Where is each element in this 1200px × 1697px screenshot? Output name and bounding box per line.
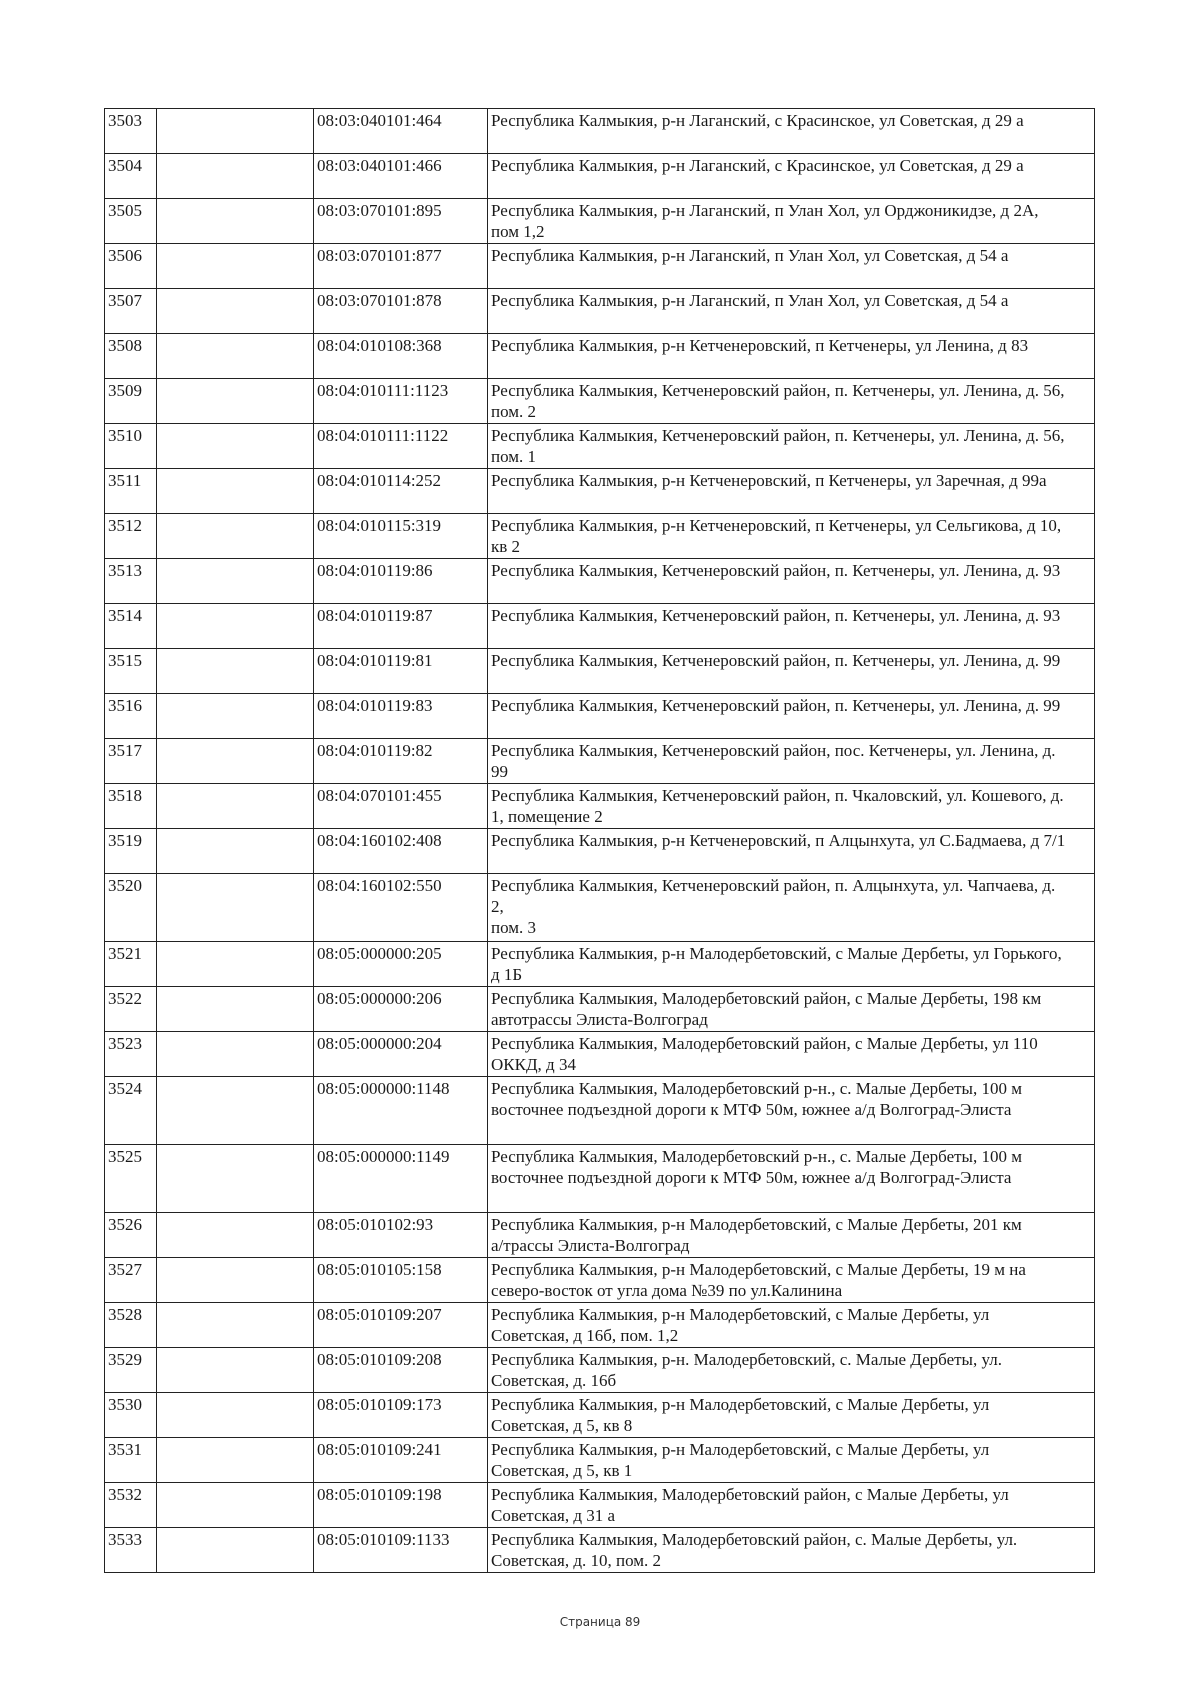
blank-cell (157, 604, 314, 649)
address-cell: Республика Калмыкия, р-н Лаганский, п Улан Хол, ул Орджоникидзе, д 2А, пом 1,2 (488, 199, 1095, 244)
address-cell: Республика Калмыкия, р-н Малодербетовский, с Малые Дербеты, ул Горького, д 1Б (488, 942, 1095, 987)
address-cell: Республика Калмыкия, Малодербетовский р-н., с. Малые Дербеты, 100 м восточнее подъездной дороги к МТФ 50м, южнее а/д Волгоград-Элиста (488, 1077, 1095, 1145)
cadastral-number-cell: 08:04:010119:82 (314, 739, 488, 784)
row-number-cell: 3533 (105, 1528, 157, 1573)
table-row (105, 1303, 1095, 1348)
row-number-cell: 3508 (105, 334, 157, 379)
blank-cell (157, 379, 314, 424)
table-row (105, 874, 1095, 942)
row-number-cell: 3506 (105, 244, 157, 289)
row-number-cell: 3505 (105, 199, 157, 244)
row-number-cell: 3519 (105, 829, 157, 874)
blank-cell (157, 154, 314, 199)
table-row (105, 154, 1095, 199)
row-number-cell: 3507 (105, 289, 157, 334)
blank-cell (157, 1303, 314, 1348)
cadastral-number-cell: 08:05:010109:1133 (314, 1528, 488, 1573)
table-row (105, 109, 1095, 154)
blank-cell (157, 469, 314, 514)
row-number-cell: 3512 (105, 514, 157, 559)
table-row (105, 1483, 1095, 1528)
cadastral-number-cell: 08:04:160102:550 (314, 874, 488, 942)
cadastral-number-cell: 08:05:010102:93 (314, 1213, 488, 1258)
blank-cell (157, 649, 314, 694)
cadastral-number-cell: 08:04:010119:87 (314, 604, 488, 649)
cadastral-number-cell: 08:03:070101:895 (314, 199, 488, 244)
table-row (105, 1438, 1095, 1483)
cadastral-number-cell: 08:03:070101:877 (314, 244, 488, 289)
row-number-cell: 3504 (105, 154, 157, 199)
row-number-cell: 3528 (105, 1303, 157, 1348)
table-row (105, 604, 1095, 649)
blank-cell (157, 424, 314, 469)
cadastral-number-cell: 08:04:010114:252 (314, 469, 488, 514)
table-row (105, 649, 1095, 694)
cadastral-number-cell: 08:04:010119:86 (314, 559, 488, 604)
cadastral-number-cell: 08:04:010111:1122 (314, 424, 488, 469)
row-number-cell: 3531 (105, 1438, 157, 1483)
blank-cell (157, 1393, 314, 1438)
blank-cell (157, 244, 314, 289)
table-body (105, 109, 1095, 1573)
cadastral-number-cell: 08:05:000000:1149 (314, 1145, 488, 1213)
row-number-cell: 3527 (105, 1258, 157, 1303)
address-cell: Республика Калмыкия, Малодербетовский район, с Малые Дербеты, ул 110 ОККД, д 34 (488, 1032, 1095, 1077)
table-row (105, 289, 1095, 334)
blank-cell (157, 109, 314, 154)
blank-cell (157, 1145, 314, 1213)
table-row (105, 1258, 1095, 1303)
blank-cell (157, 829, 314, 874)
blank-cell (157, 514, 314, 559)
blank-cell (157, 784, 314, 829)
table-row (105, 694, 1095, 739)
row-number-cell: 3503 (105, 109, 157, 154)
cadastral-number-cell: 08:04:010111:1123 (314, 379, 488, 424)
table-row (105, 942, 1095, 987)
table-row (105, 469, 1095, 514)
table-row (105, 987, 1095, 1032)
table-row (105, 199, 1095, 244)
cadastral-number-cell: 08:05:010109:207 (314, 1303, 488, 1348)
cadastral-number-cell: 08:05:010109:173 (314, 1393, 488, 1438)
address-cell: Республика Калмыкия, р-н Кетченеровский, п Алцынхута, ул С.Бадмаева, д 7/1 (488, 829, 1095, 874)
row-number-cell: 3532 (105, 1483, 157, 1528)
address-cell: Республика Калмыкия, р-н. Малодербетовский, с. Малые Дербеты, ул. Советская, д. 16б (488, 1348, 1095, 1393)
address-cell: Республика Калмыкия, р-н Лаганский, с Красинское, ул Советская, д 29 а (488, 109, 1095, 154)
address-cell: Республика Калмыкия, Кетченеровский район, п. Кетченеры, ул. Ленина, д. 56, пом. 2 (488, 379, 1095, 424)
address-cell: Республика Калмыкия, р-н Кетченеровский, п Кетченеры, ул Сельгикова, д 10, кв 2 (488, 514, 1095, 559)
address-cell: Республика Калмыкия, Кетченеровский район, п. Кетченеры, ул. Ленина, д. 93 (488, 604, 1095, 649)
blank-cell (157, 1348, 314, 1393)
address-cell: Республика Калмыкия, Малодербетовский район, с Малые Дербеты, ул Советская, д 31 а (488, 1483, 1095, 1528)
row-number-cell: 3514 (105, 604, 157, 649)
address-cell: Республика Калмыкия, Кетченеровский район, п. Алцынхута, ул. Чапчаева, д. 2, пом. 3 (488, 874, 1095, 942)
address-cell: Республика Калмыкия, Кетченеровский район, пос. Кетченеры, ул. Ленина, д. 99 (488, 739, 1095, 784)
row-number-cell: 3516 (105, 694, 157, 739)
blank-cell (157, 1077, 314, 1145)
row-number-cell: 3526 (105, 1213, 157, 1258)
blank-cell (157, 1528, 314, 1573)
address-cell: Республика Калмыкия, Малодербетовский р-н., с. Малые Дербеты, 100 м восточнее подъездной дороги к МТФ 50м, южнее а/д Волгоград-Элиста (488, 1145, 1095, 1213)
blank-cell (157, 199, 314, 244)
table-row (105, 784, 1095, 829)
cadastral-number-cell: 08:05:010109:208 (314, 1348, 488, 1393)
row-number-cell: 3522 (105, 987, 157, 1032)
blank-cell (157, 942, 314, 987)
blank-cell (157, 874, 314, 942)
blank-cell (157, 987, 314, 1032)
address-cell: Республика Калмыкия, Малодербетовский район, с Малые Дербеты, 198 км автотрассы Элиста-Волгоград (488, 987, 1095, 1032)
cadastral-number-cell: 08:03:040101:464 (314, 109, 488, 154)
table-row (105, 739, 1095, 784)
table-row (105, 334, 1095, 379)
address-cell: Республика Калмыкия, р-н Кетченеровский, п Кетченеры, ул Ленина, д 83 (488, 334, 1095, 379)
row-number-cell: 3520 (105, 874, 157, 942)
address-cell: Республика Калмыкия, Кетченеровский район, п. Чкаловский, ул. Кошевого, д. 1, помещение 2 (488, 784, 1095, 829)
table-row (105, 829, 1095, 874)
address-cell: Республика Калмыкия, Кетченеровский район, п. Кетченеры, ул. Ленина, д. 93 (488, 559, 1095, 604)
table-row (105, 514, 1095, 559)
address-cell: Республика Калмыкия, р-н Кетченеровский, п Кетченеры, ул Заречная, д 99а (488, 469, 1095, 514)
cadastral-number-cell: 08:05:000000:204 (314, 1032, 488, 1077)
address-cell: Республика Калмыкия, Кетченеровский район, п. Кетченеры, ул. Ленина, д. 99 (488, 649, 1095, 694)
cadastral-number-cell: 08:04:010115:319 (314, 514, 488, 559)
address-cell: Республика Калмыкия, р-н Малодербетовский, с Малые Дербеты, ул Советская, д 5, кв 1 (488, 1438, 1095, 1483)
cadastral-number-cell: 08:03:040101:466 (314, 154, 488, 199)
address-cell: Республика Калмыкия, Малодербетовский район, с. Малые Дербеты, ул. Советская, д. 10, пом. 2 (488, 1528, 1095, 1573)
address-cell: Республика Калмыкия, Кетченеровский район, п. Кетченеры, ул. Ленина, д. 99 (488, 694, 1095, 739)
cadastral-number-cell: 08:04:070101:455 (314, 784, 488, 829)
row-number-cell: 3513 (105, 559, 157, 604)
table-row (105, 1528, 1095, 1573)
address-cell: Республика Калмыкия, р-н Малодербетовский, с Малые Дербеты, ул Советская, д 5, кв 8 (488, 1393, 1095, 1438)
blank-cell (157, 1483, 314, 1528)
cadastral-number-cell: 08:05:000000:1148 (314, 1077, 488, 1145)
address-cell: Республика Калмыкия, Кетченеровский район, п. Кетченеры, ул. Ленина, д. 56, пом. 1 (488, 424, 1095, 469)
table-row (105, 1077, 1095, 1145)
blank-cell (157, 334, 314, 379)
blank-cell (157, 1438, 314, 1483)
address-cell: Республика Калмыкия, р-н Малодербетовский, с Малые Дербеты, 201 км а/трассы Элиста-Волгоград (488, 1213, 1095, 1258)
cadastral-number-cell: 08:04:010119:83 (314, 694, 488, 739)
row-number-cell: 3523 (105, 1032, 157, 1077)
row-number-cell: 3515 (105, 649, 157, 694)
blank-cell (157, 289, 314, 334)
table-row (105, 1032, 1095, 1077)
row-number-cell: 3509 (105, 379, 157, 424)
cadastral-number-cell: 08:05:000000:206 (314, 987, 488, 1032)
page-number: Страница 89 (559, 1615, 641, 1629)
blank-cell (157, 1213, 314, 1258)
cadastral-number-cell: 08:03:070101:878 (314, 289, 488, 334)
table-row (105, 244, 1095, 289)
address-cell: Республика Калмыкия, р-н Малодербетовский, с Малые Дербеты, ул Советская, д 16б, пом. 1,2 (488, 1303, 1095, 1348)
row-number-cell: 3524 (105, 1077, 157, 1145)
address-cell: Республика Калмыкия, р-н Лаганский, с Красинское, ул Советская, д 29 а (488, 154, 1095, 199)
cadastral-number-cell: 08:05:010109:241 (314, 1438, 488, 1483)
row-number-cell: 3517 (105, 739, 157, 784)
cadastral-number-cell: 08:04:010108:368 (314, 334, 488, 379)
table-row (105, 424, 1095, 469)
row-number-cell: 3525 (105, 1145, 157, 1213)
row-number-cell: 3521 (105, 942, 157, 987)
table-row (105, 1393, 1095, 1438)
table-row (105, 1145, 1095, 1213)
blank-cell (157, 1258, 314, 1303)
blank-cell (157, 1032, 314, 1077)
blank-cell (157, 559, 314, 604)
property-registry-table (104, 108, 1095, 1573)
row-number-cell: 3530 (105, 1393, 157, 1438)
table-row (105, 559, 1095, 604)
cadastral-number-cell: 08:04:160102:408 (314, 829, 488, 874)
address-cell: Республика Калмыкия, р-н Лаганский, п Улан Хол, ул Советская, д 54 а (488, 289, 1095, 334)
table-row (105, 1348, 1095, 1393)
row-number-cell: 3511 (105, 469, 157, 514)
address-cell: Республика Калмыкия, р-н Малодербетовский, с Малые Дербеты, 19 м на северо-восток от угла дома №39 по ул.Калинина (488, 1258, 1095, 1303)
row-number-cell: 3510 (105, 424, 157, 469)
row-number-cell: 3529 (105, 1348, 157, 1393)
blank-cell (157, 694, 314, 739)
blank-cell (157, 739, 314, 784)
table-row (105, 1213, 1095, 1258)
cadastral-number-cell: 08:05:010105:158 (314, 1258, 488, 1303)
cadastral-number-cell: 08:05:000000:205 (314, 942, 488, 987)
row-number-cell: 3518 (105, 784, 157, 829)
table-row (105, 379, 1095, 424)
address-cell: Республика Калмыкия, р-н Лаганский, п Улан Хол, ул Советская, д 54 а (488, 244, 1095, 289)
cadastral-number-cell: 08:04:010119:81 (314, 649, 488, 694)
cadastral-number-cell: 08:05:010109:198 (314, 1483, 488, 1528)
